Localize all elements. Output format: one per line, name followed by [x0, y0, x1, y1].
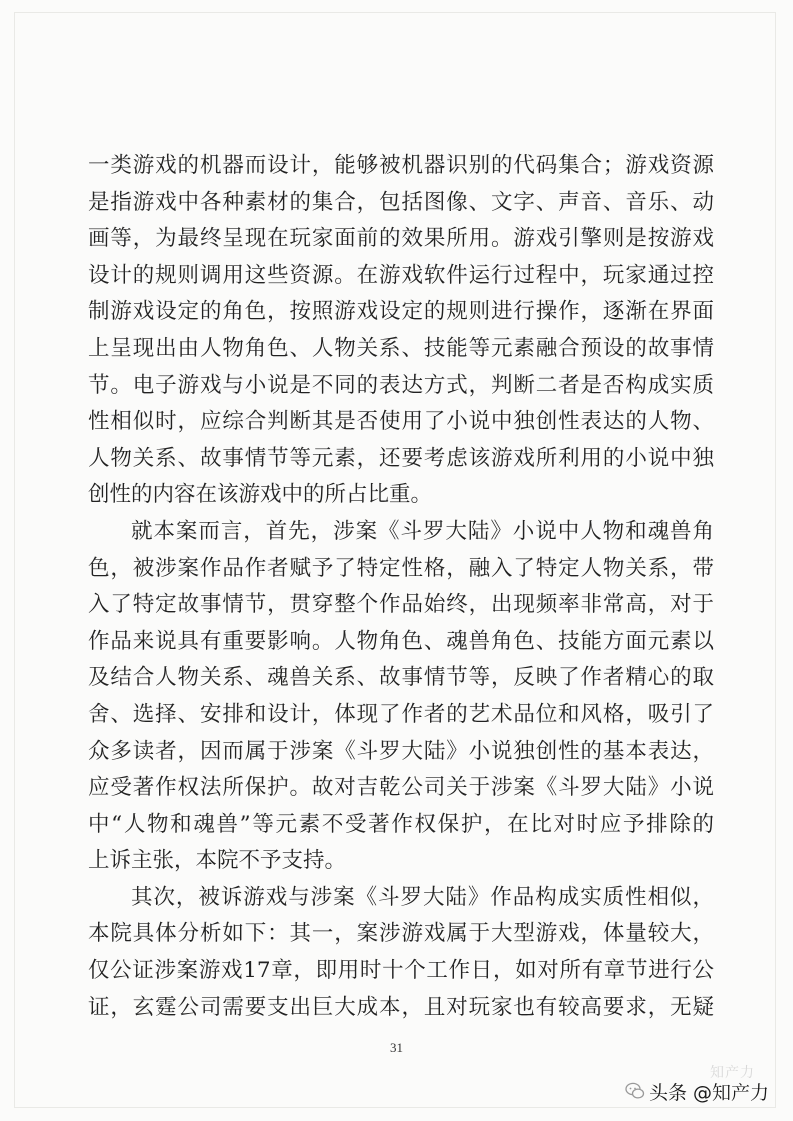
text-line-15: 及结合人物关系、魂兽关系、故事情节等，反映了作者精心的取	[88, 665, 714, 691]
text-line-10: 创性的内容在该游戏中的所占比重。	[88, 482, 433, 508]
text-line-16: 舍、选择、安排和设计，体现了作者的艺术品位和风格，吸引了	[88, 701, 714, 727]
watermark-faded-text: 知产力	[710, 1065, 755, 1081]
text-line-8: 性相似时，应综合判断其是否使用了小说中独创性表达的人物、	[88, 409, 714, 435]
text-line-23: 仅公证涉案游戏17章，即用时十个工作日，如对所有章节进行公	[88, 958, 714, 984]
text-line-14: 作品来说具有重要影响。人物角色、魂兽角色、技能方面元素以	[88, 628, 714, 654]
text-line-6: 上呈现出由人物角色、人物关系、技能等元素融合预设的故事情	[88, 335, 714, 361]
text-line-5: 制游戏设定的角色，按照游戏设定的规则进行操作，逐渐在界面	[88, 299, 714, 325]
text-line-20: 上诉主张，本院不予支持。	[88, 848, 347, 874]
text-line-17: 众多读者，因而属于涉案《斗罗大陆》小说独创性的基本表达，	[88, 738, 714, 764]
text-line-4: 设计的规则调用这些资源。在游戏软件运行过程中，玩家通过控	[88, 262, 714, 288]
text-line-2: 是指游戏中各种素材的集合，包括图像、文字、声音、音乐、动	[88, 189, 714, 215]
text-line-22: 本院具体分析如下：其一，案涉游戏属于大型游戏，体量较大，	[88, 921, 714, 947]
watermark-text: 头条 @知产力	[648, 1081, 769, 1104]
text-line-9: 人物关系、故事情节等元素，还要考虑该游戏所利用的小说中独	[88, 445, 714, 471]
text-line-24: 证，玄霆公司需要支出巨大成本，且对玩家也有较高要求，无疑	[88, 994, 714, 1020]
text-line-11: 就本案而言，首先，涉案《斗罗大陆》小说中人物和魂兽角	[131, 518, 714, 544]
wechat-bubble-icon	[625, 1081, 645, 1101]
text-line-13: 入了特定故事情节，贯穿整个作品始终，出现频率非常高，对于	[88, 592, 714, 618]
text-line-19: 中“人物和魂兽”等元素不受著作权保护，在比对时应予排除的	[88, 811, 714, 837]
page-number: 31	[390, 1040, 403, 1055]
text-line-12: 色，被涉案作品作者赋予了特定性格，融入了特定人物关系，带	[88, 555, 714, 581]
text-line-7: 节。电子游戏与小说是不同的表达方式，判断二者是否构成实质	[88, 372, 714, 398]
source-watermark	[625, 1065, 769, 1104]
text-line-21: 其次，被诉游戏与涉案《斗罗大陆》作品构成实质性相似，	[131, 884, 714, 910]
text-line-1: 一类游戏的机器而设计，能够被机器识别的代码集合；游戏资源	[88, 153, 714, 178]
judgment-body-text	[88, 148, 714, 1026]
text-line-3: 画等，为最终呈现在玩家面前的效果所用。游戏引擎则是按游戏	[88, 226, 714, 252]
text-line-18: 应受著作权法所保护。故对吉乾公司关于涉案《斗罗大陆》小说	[88, 775, 714, 801]
